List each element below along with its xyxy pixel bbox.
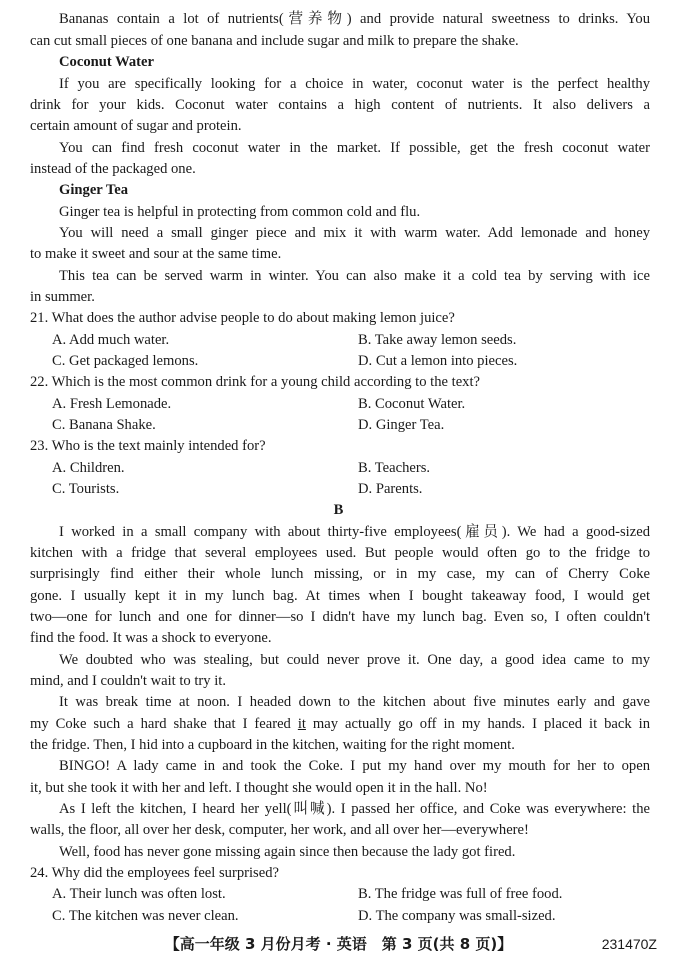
- ginger-paragraph-2-line-1: You will need a small ginger piece and mix it with warm water. Add lemonade and honey: [59, 225, 650, 241]
- section-b-paragraph-5-line-2: walls, the floor, all over her desk, computer, her work, and all over her—everywhere!: [30, 822, 529, 838]
- section-b-paragraph-1-line-4: gone. I usually kept it in my lunch bag. At times when I bought takeaway food, I would get: [30, 587, 650, 604]
- banana-paragraph-line-2: can cut small pieces of one banana and include sugar and milk to prepare the shake.: [30, 32, 519, 49]
- underlined-word-it: it: [297, 715, 306, 732]
- coconut-paragraph-1-line-2: drink for your kids. Coconut water contains a high content of nutrients. It also delivers a: [30, 97, 650, 113]
- question-22-option-b[interactable]: B. Coconut Water.: [358, 395, 466, 412]
- question-21-option-a[interactable]: A. Add much water.: [52, 331, 170, 348]
- coconut-paragraph-1-line-3: certain amount of sugar and protein.: [30, 118, 242, 134]
- coconut-paragraph-2-line-1: You can find fresh coconut water in the market. If possible, get the fresh coconut water: [59, 139, 650, 156]
- section-b-paragraph-3-line-1: It was break time at noon. I headed down to the kitchen about five minutes early and gave: [59, 694, 650, 710]
- ginger-paragraph-1: Ginger tea is helpful in protecting from common cold and flu.: [59, 203, 421, 220]
- section-b-paragraph-1-line-2: kitchen with a fridge that several employees used. But people would often go to the fridge to: [30, 545, 650, 561]
- banana-paragraph-line-1: Bananas contain a lot of nutrients(营养物) and provide natural sweetness to drinks. You: [59, 11, 650, 27]
- coconut-water-heading: Coconut Water: [59, 54, 154, 70]
- question-24-option-d[interactable]: D. The company was small-sized.: [358, 907, 556, 924]
- section-b-paragraph-6: Well, food has never gone missing again since then because the lady got fired.: [59, 843, 516, 860]
- p3-line2-before: my Coke such a hard shake that I feared: [30, 715, 298, 732]
- question-23-option-c[interactable]: C. Tourists.: [52, 481, 120, 497]
- section-b-paragraph-4-line-1: BINGO! A lady came in and took the Coke. I put my hand over my mouth for her to open: [59, 758, 650, 774]
- question-24-option-a[interactable]: A. Their lunch was often lost.: [52, 886, 226, 902]
- ginger-paragraph-3-line-1: This tea can be served warm in winter. You can also make it a cold tea by serving with ice: [59, 267, 650, 284]
- question-24-option-c[interactable]: C. The kitchen was never clean.: [52, 907, 239, 924]
- section-b-paragraph-1-line-5: two—one for lunch and one for dinner—so I didn't have my lunch bag. Even so, I often couldn't: [30, 609, 650, 625]
- question-21-option-c[interactable]: C. Get packaged lemons.: [52, 353, 199, 369]
- question-23-stem: 23. Who is the text mainly intended for?: [30, 438, 266, 454]
- section-b-paragraph-4-line-2: it, but she took it with her and left. I thought she would open it in the hall. No!: [30, 779, 488, 796]
- question-22-option-d[interactable]: D. Ginger Tea.: [358, 417, 445, 433]
- section-b-paragraph-1-line-1: I worked in a small company with about thirty-five employees(雇员). We had a good-sized: [59, 523, 650, 540]
- section-b-paragraph-2-line-1: We doubted who was stealing, but could never prove it. One day, a good idea came to my: [59, 651, 650, 668]
- p3-line2-after: may actually go off in my hands. I placed it back in: [305, 715, 650, 732]
- exam-code: 231470Z: [601, 936, 657, 952]
- question-22-option-c[interactable]: C. Banana Shake.: [52, 417, 156, 433]
- section-b-paragraph-5-line-1: As I left the kitchen, I heard her yell(叫喊). I passed her office, and Coke was everywhere: the: [59, 801, 650, 817]
- coconut-paragraph-1-line-1: If you are specifically looking for a choice in water, coconut water is the perfect healthy: [59, 75, 650, 92]
- question-24-stem: 24. Why did the employees feel surprised?: [30, 865, 279, 881]
- coconut-paragraph-2-line-2: instead of the packaged one.: [30, 161, 196, 177]
- ginger-tea-heading: Ginger Tea: [59, 182, 129, 198]
- section-b-title: B: [333, 502, 344, 518]
- question-23-option-a[interactable]: A. Children.: [52, 459, 125, 476]
- question-21-stem: 21. What does the author advise people to do about making lemon juice?: [30, 310, 455, 326]
- question-22-option-a[interactable]: A. Fresh Lemonade.: [52, 395, 172, 412]
- question-24-option-b[interactable]: B. The fridge was full of free food.: [358, 886, 563, 902]
- question-23-option-b[interactable]: B. Teachers.: [358, 459, 431, 476]
- question-23-option-d[interactable]: D. Parents.: [358, 481, 423, 497]
- page-footer-title: 【高一年级 3 月份月考 · 英语 第 3 页(共 8 页)】: [164, 935, 513, 953]
- question-21-option-d[interactable]: D. Cut a lemon into pieces.: [358, 353, 518, 369]
- ginger-paragraph-2-line-2: to make it sweet and sour at the same time.: [30, 246, 282, 262]
- section-b-paragraph-3-line-2: [30, 714, 650, 735]
- question-22-stem: 22. Which is the most common drink for a young child according to the text?: [30, 374, 481, 390]
- section-b-paragraph-1-line-6: find the food. It was a shock to everyone.: [30, 630, 272, 646]
- ginger-paragraph-3-line-2: in summer.: [30, 289, 95, 305]
- section-b-paragraph-3-line-3: the fridge. Then, I hid into a cupboard in the kitchen, waiting for the right moment.: [30, 737, 515, 753]
- question-21-option-b[interactable]: B. Take away lemon seeds.: [358, 331, 517, 348]
- section-b-paragraph-1-line-3: surprisingly find either their whole lunch missing, or in my case, my can of Cherry Coke: [30, 566, 650, 582]
- section-b-paragraph-2-line-2: mind, and I couldn't wait to try it.: [30, 673, 226, 689]
